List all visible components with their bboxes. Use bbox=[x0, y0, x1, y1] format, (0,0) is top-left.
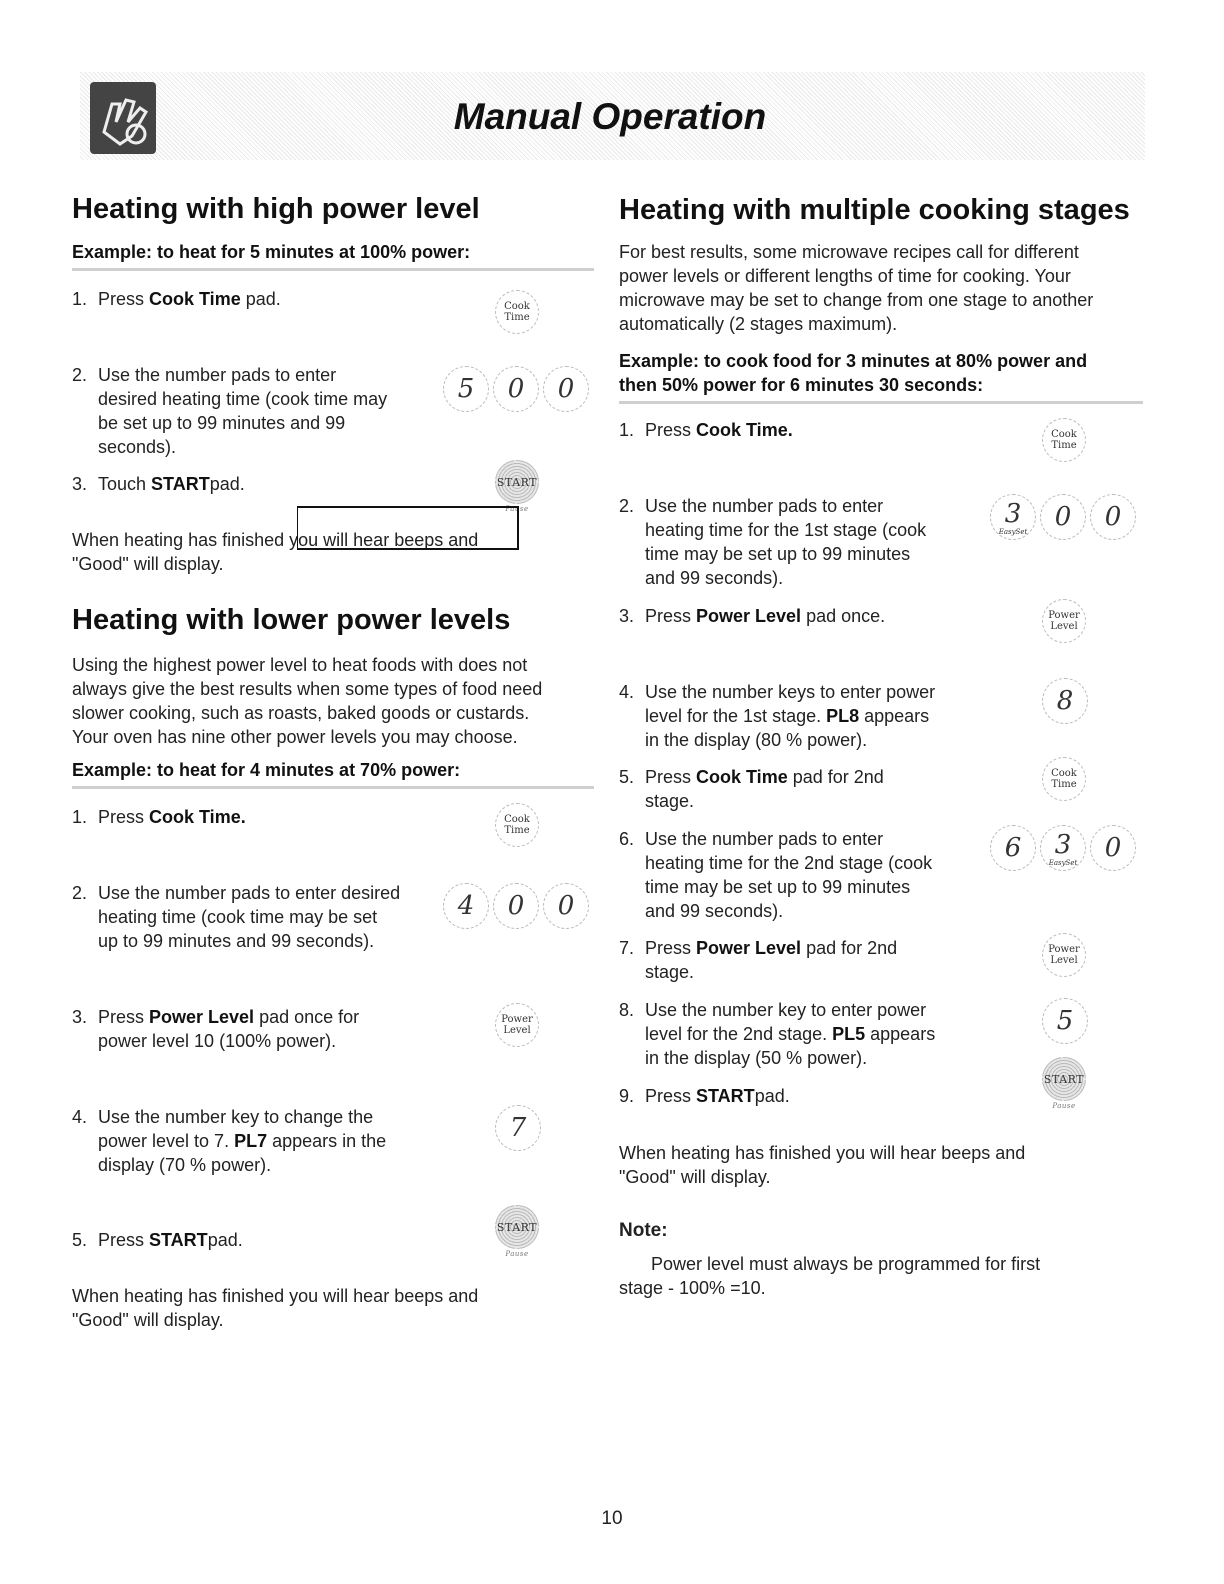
number-pad-0[interactable]: 0 bbox=[493, 366, 539, 412]
number-pad-0[interactable]: 0 bbox=[543, 883, 589, 929]
note-text: Power level must always be programmed for first stage - 100% =10. bbox=[619, 1254, 1041, 1298]
number-pad-3-easyset[interactable]: 3 EasySet bbox=[990, 494, 1036, 540]
section-title-lower-power: Heating with lower power levels bbox=[72, 604, 511, 636]
number-pad-4[interactable]: 4 bbox=[443, 883, 489, 929]
section-title-multi-stage: Heating with multiple cooking stages bbox=[619, 194, 1130, 226]
start-pad[interactable]: START Pause bbox=[1042, 1057, 1086, 1101]
cook-time-pad[interactable]: Cook Time bbox=[495, 290, 539, 334]
power-level-pad[interactable]: Power Level bbox=[495, 1003, 539, 1047]
start-pad[interactable]: START Pause bbox=[495, 460, 539, 504]
number-pad-6[interactable]: 6 bbox=[990, 825, 1036, 871]
number-pad-0[interactable]: 0 bbox=[1090, 494, 1136, 540]
finish-text-multi: When heating has finished you will hear beeps and "Good" will display. bbox=[619, 1143, 1026, 1187]
number-pad-3-easyset[interactable]: 3 EasySet bbox=[1040, 825, 1086, 871]
intro-lower-power: Using the highest power level to heat foods with does not always give the best results when some types of food need slower cooking, such as roasts, baked goods or custards. Your oven has nine other power levels you may choose. bbox=[72, 655, 543, 747]
example-lower-power: Example: to heat for 4 minutes at 70% power: bbox=[72, 758, 594, 789]
finish-text-high: When heating has finished you will hear beeps and "Good" will display. bbox=[72, 530, 479, 574]
page-title: Manual Operation bbox=[453, 96, 767, 137]
number-pad-8[interactable]: 8 bbox=[1042, 678, 1088, 724]
number-pad-0[interactable]: 0 bbox=[543, 366, 589, 412]
number-pad-5[interactable]: 5 bbox=[443, 366, 489, 412]
page-number: 10 bbox=[601, 1508, 623, 1529]
number-pad-0[interactable]: 0 bbox=[1090, 825, 1136, 871]
number-pad-5[interactable]: 5 bbox=[1042, 998, 1088, 1044]
example-multi-stage: Example: to cook food for 3 minutes at 80% power and then 50% power for 6 minutes 30 seconds: bbox=[619, 349, 1143, 404]
finish-text-lower: When heating has finished you will hear beeps and "Good" will display. bbox=[72, 1286, 479, 1330]
cook-time-pad[interactable]: Cook Time bbox=[1042, 418, 1086, 462]
number-pad-0[interactable]: 0 bbox=[493, 883, 539, 929]
example-high-power: Example: to heat for 5 minutes at 100% power: bbox=[72, 240, 594, 271]
note-title: Note: bbox=[619, 1220, 668, 1241]
section-title-high-power: Heating with high power level bbox=[72, 193, 480, 225]
power-level-pad[interactable]: Power Level bbox=[1042, 933, 1086, 977]
cook-time-pad[interactable]: Cook Time bbox=[495, 803, 539, 847]
number-pad-7[interactable]: 7 bbox=[495, 1105, 541, 1151]
callout-box bbox=[297, 506, 519, 550]
number-pad-0[interactable]: 0 bbox=[1040, 494, 1086, 540]
start-pad[interactable]: START Pause bbox=[495, 1205, 539, 1249]
power-level-pad[interactable]: Power Level bbox=[1042, 599, 1086, 643]
hand-touch-icon bbox=[90, 82, 156, 154]
intro-multi-stage: For best results, some microwave recipes call for different power levels or different lengths of time for cooking. Your microwave may be set to change from one stage to another automatically (2 stages maximum). bbox=[619, 242, 1094, 334]
cook-time-pad[interactable]: Cook Time bbox=[1042, 757, 1086, 801]
